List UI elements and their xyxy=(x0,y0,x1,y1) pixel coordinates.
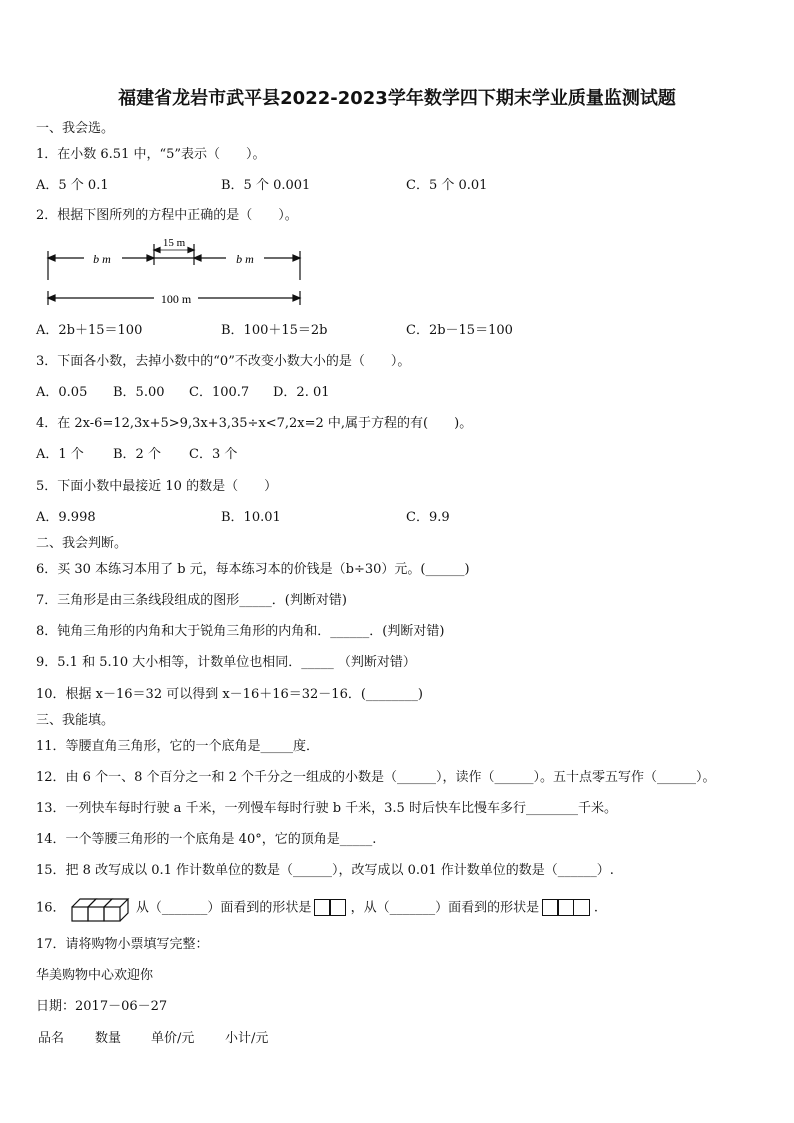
q1-option-b: B．5 个 0.001 xyxy=(221,178,311,193)
q2-option-a: A．2b＋15＝100 xyxy=(36,323,143,338)
question-11: 11．等腰直角三角形，它的一个底角是_____度． xyxy=(36,739,320,754)
q4-option-a: A．1 个 xyxy=(36,447,84,462)
question-4: 4．在 2x-6=12,3x+5>9,3x+3,35÷x<7,2x=2 中,属于方程的有( )。 xyxy=(36,416,473,431)
section-heading-judge: 二、我会判断。 xyxy=(36,536,128,551)
q3-option-b: B．5.00 xyxy=(113,385,165,400)
q3-option-a: A．0.05 xyxy=(36,385,88,400)
question-6: 6．买 30 本练习本用了 b 元，每本练习本的价钱是（b÷30）元。(______) xyxy=(36,562,470,577)
q5-option-a: A．9.998 xyxy=(36,510,96,525)
q3-option-c: C．100.7 xyxy=(189,385,250,400)
receipt-col-name: 品名 xyxy=(38,1031,65,1046)
question-12: 12．由 6 个一、8 个百分之一和 2 个千分之一组成的小数是（______），读作（______）。五十点零五写作（______）。 xyxy=(36,770,716,785)
q3-option-d: D．2. 01 xyxy=(273,385,330,400)
question-7: 7．三角形是由三条线段组成的图形_____．(判断对错) xyxy=(36,593,347,608)
q16-text-part2: ，从（_______）面看到的形状是 xyxy=(350,900,540,916)
q16-number: 16． xyxy=(36,900,66,916)
cube-stack-figure xyxy=(70,893,132,923)
q1-option-a: A．5 个 0.1 xyxy=(36,178,109,193)
q4-option-b: B．2 个 xyxy=(113,447,161,462)
receipt-col-price: 单价/元 xyxy=(151,1031,195,1046)
page-title: 福建省龙岩市武平县2022-2023学年数学四下期末学业质量监测试题 xyxy=(118,88,676,109)
label-left-bm: b m xyxy=(93,252,111,266)
question-2: 2．根据下图所列的方程中正确的是（ ）。 xyxy=(36,208,298,223)
question-17: 17．请将购物小票填写完整： xyxy=(36,937,209,952)
receipt-date: 日期：2017－06－27 xyxy=(36,999,168,1014)
receipt-col-qty: 数量 xyxy=(95,1031,122,1046)
question-16 xyxy=(36,893,598,923)
question-10: 10．根据 x－16＝32 可以得到 x－16＋16＝32－16．(________) xyxy=(36,687,423,702)
q4-option-c: C．3 个 xyxy=(189,447,238,462)
label-right-bm: b m xyxy=(236,252,254,266)
question-8: 8．钝角三角形的内角和大于锐角三角形的内角和．______．(判断对错) xyxy=(36,624,445,639)
q1-option-c: C．5 个 0.01 xyxy=(406,178,488,193)
q2-option-b: B．100＋15＝2b xyxy=(221,323,328,338)
q16-text-part1: 从（_______）面看到的形状是 xyxy=(135,900,312,916)
label-15m: 15 m xyxy=(162,238,186,249)
question-1: 1．在小数 6.51 中，“5”表示（ ）。 xyxy=(36,147,266,162)
q16-end: . xyxy=(593,900,599,916)
question-13: 13．一列快车每时行驶 a 千米，一列慢车每时行驶 b 千米，3.5 时后快车比慢车多行________千米。 xyxy=(36,801,617,816)
question-9: 9．5.1 和 5.10 大小相等，计数单位也相同．_____ （判断对错） xyxy=(36,655,416,670)
answer-shape-two-squares xyxy=(315,893,346,923)
label-100m: 100 m xyxy=(160,292,192,306)
receipt-header: 华美购物中心欢迎你 xyxy=(36,968,154,983)
question-5: 5．下面小数中最接近 10 的数是（ ） xyxy=(36,479,278,494)
q5-option-b: B．10.01 xyxy=(221,510,281,525)
segment-diagram xyxy=(40,238,310,310)
question-15: 15．把 8 改写成以 0.1 作计数单位的数是（______），改写成以 0.01 作计数单位的数是（______）. xyxy=(36,863,614,878)
question-14: 14．一个等腰三角形的一个底角是 40°，它的顶角是_____. xyxy=(36,832,377,847)
section-heading-choose: 一、我会选。 xyxy=(36,121,115,136)
q5-option-c: C．9.9 xyxy=(406,510,450,525)
q2-option-c: C．2b－15＝100 xyxy=(406,323,513,338)
question-3: 3．下面各小数，去掉小数中的“0”不改变小数大小的是（ ）。 xyxy=(36,354,411,369)
section-heading-fill: 三、我能填。 xyxy=(36,713,115,728)
receipt-col-subtotal: 小计/元 xyxy=(225,1031,269,1046)
answer-shape-three-squares xyxy=(543,893,590,923)
